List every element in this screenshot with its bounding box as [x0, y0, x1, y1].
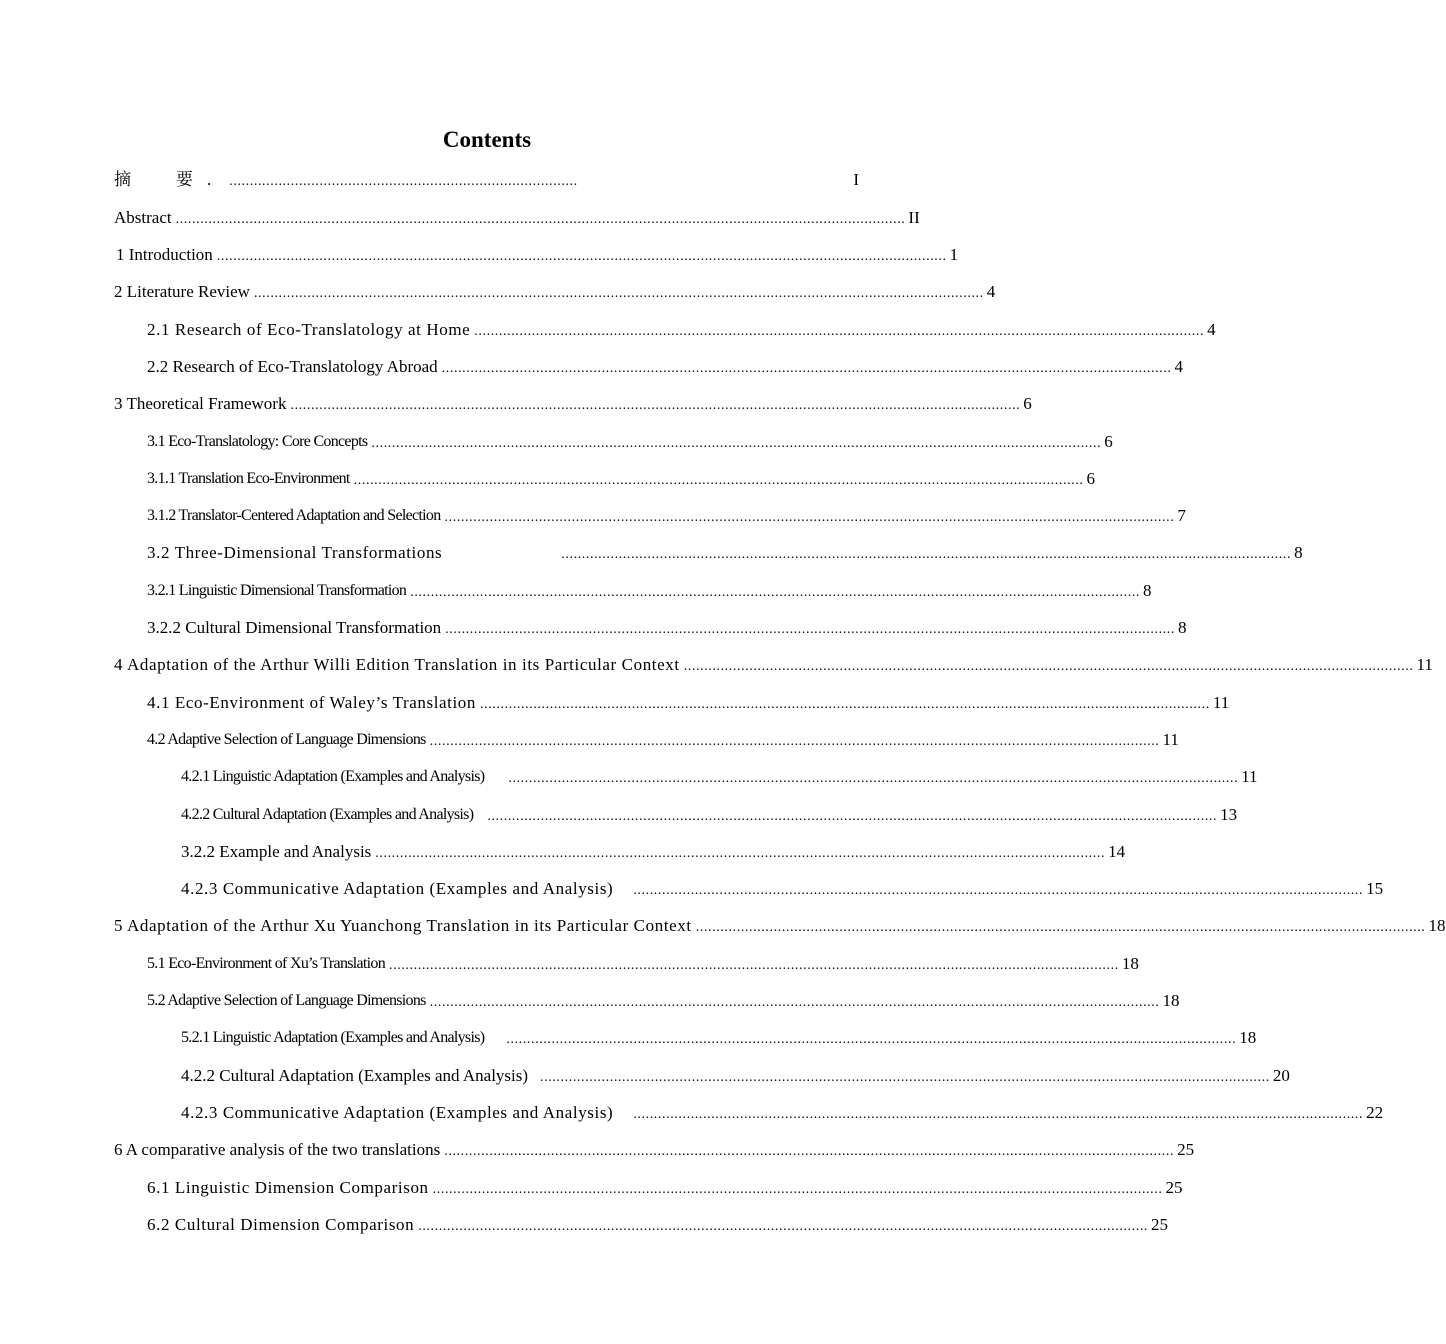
toc-page-number: 25	[1151, 1215, 1169, 1234]
dot-leader: ..................................................................................................................................................................................	[253, 286, 984, 301]
toc-entry-adaptive-selection-4[interactable]	[147, 729, 1179, 751]
toc-entry-chapter-5[interactable]	[114, 915, 1446, 937]
toc-page-number: 4	[986, 282, 996, 301]
dot-leader: ..................................................................................................................................................................................	[429, 734, 1160, 749]
dot-leader: ..................................................................................................................................................................................	[216, 249, 947, 264]
toc-entry-label: 5.2.1 Linguistic Adaptation (Examples and Analysis)	[181, 1029, 485, 1046]
toc-entry-research-home[interactable]	[147, 319, 1216, 341]
toc-page-number: 7	[1177, 506, 1186, 525]
toc-entry-label: 1 Introduction	[116, 245, 213, 264]
dot-leader: ..................................................................................................................................................................................	[429, 995, 1160, 1010]
toc-page-number: 13	[1220, 805, 1238, 824]
toc-page-number: 4	[1174, 357, 1183, 376]
toc-page-number: 18	[1239, 1028, 1257, 1047]
toc-entry-label: 摘 要.	[114, 170, 226, 189]
toc-page-number: 4	[1207, 320, 1216, 339]
dot-leader: ..................................................................................................................................................................................	[375, 846, 1106, 861]
toc-entry-communicative-adaptation-5[interactable]	[181, 1102, 1384, 1124]
toc-page-number: I	[853, 170, 859, 189]
toc-entry-linguistic-adaptation-4[interactable]	[181, 766, 1258, 788]
dot-leader: ..................................................................................................................................................................................	[389, 958, 1119, 973]
toc-entry-label: 6.1 Linguistic Dimension Comparison	[147, 1178, 429, 1197]
toc-entry-chapter-4[interactable]	[114, 654, 1433, 676]
dot-leader: ..................................................................................................................................................................................	[418, 1219, 1149, 1234]
dot-leader: ..................................................................................................................................................................................	[633, 1107, 1364, 1122]
dot-leader: ..................................................................................................................................................................................	[353, 473, 1084, 488]
toc-entry-communicative-adaptation-4[interactable]	[181, 878, 1384, 900]
toc-entry-waley-environment[interactable]	[147, 692, 1230, 714]
toc-entry-label: 5.2 Adaptive Selection of Language Dimensions	[147, 992, 426, 1009]
dot-leader: ..................................................................................................................................................................................	[695, 920, 1426, 935]
toc-entry-label: 4.2.1 Linguistic Adaptation (Examples and Analysis)	[181, 768, 485, 785]
dot-leader: ..................................................................................................................................................................................	[290, 398, 1021, 413]
toc-entry-cultural-transformation[interactable]	[147, 617, 1187, 639]
toc-page-number: 22	[1366, 1103, 1384, 1122]
toc-entry-label: 3 Theoretical Framework	[114, 394, 287, 413]
toc-entry-label: 4.2.3 Communicative Adaptation (Examples and Analysis)	[181, 879, 614, 898]
toc-entry-literature-review[interactable]	[114, 281, 996, 303]
toc-page-number: 15	[1366, 879, 1384, 898]
toc-entry-label: 3.2 Three-Dimensional Transformations	[147, 543, 443, 562]
toc-entry-linguistic-transformation[interactable]	[147, 580, 1152, 602]
toc-entry-label: 3.1.1 Translation Eco-Environment	[147, 470, 350, 487]
toc-entry-label: Abstract	[114, 208, 172, 227]
toc-entry-example-analysis[interactable]	[181, 841, 1126, 863]
toc-entry-label: 3.1.2 Translator-Centered Adaptation and Selection	[147, 507, 441, 524]
toc-page-number: 8	[1178, 618, 1187, 637]
toc-page-number: 25	[1165, 1178, 1183, 1197]
toc-entry-label: 5.1 Eco-Environment of Xu’s Translation	[147, 955, 386, 972]
toc-entry-introduction[interactable]	[116, 244, 959, 266]
toc-entry-cultural-adaptation-4[interactable]	[181, 804, 1238, 826]
toc-page-number: 6	[1104, 432, 1113, 451]
toc-entry-label: 2 Literature Review	[114, 282, 250, 301]
toc-entry-three-dimensional[interactable]	[147, 542, 1303, 564]
toc-entry-label: 3.2.2 Cultural Dimensional Transformation	[147, 618, 442, 637]
toc-entry-core-concepts[interactable]	[147, 431, 1113, 453]
toc-page-number: 18	[1428, 916, 1446, 935]
toc-entry-cultural-comparison[interactable]	[147, 1214, 1169, 1236]
toc-page-number: II	[908, 208, 920, 227]
toc-entry-label: 4.1 Eco-Environment of Waley’s Translation	[147, 693, 477, 712]
toc-entry-label: 6 A comparative analysis of the two translations	[114, 1140, 441, 1159]
toc-page-number: 11	[1416, 655, 1433, 674]
toc-entry-label: 2.1 Research of Eco-Translatology at Home	[147, 320, 471, 339]
toc-entry-label: 3.2.1 Linguistic Dimensional Transformation	[147, 582, 407, 599]
dot-leader: ..................................................................................................................................................................................	[540, 1070, 1270, 1085]
toc-page-number: 14	[1108, 842, 1126, 861]
dot-leader: ..................................................................................................................................................................................	[474, 324, 1205, 339]
toc-page-number: 20	[1272, 1066, 1290, 1085]
toc-page-number: 11	[1212, 693, 1230, 712]
toc-entry-chapter-6[interactable]	[114, 1139, 1195, 1161]
dot-leader: ..................................................................................................................................................................................	[444, 510, 1175, 525]
toc-entry-label: 2.2 Research of Eco-Translatology Abroad	[147, 357, 438, 376]
toc-entry-label: 3.2.2 Example and Analysis	[181, 842, 372, 861]
toc-entry-label: 4 Adaptation of the Arthur Willi Edition Translation in its Particular Context	[114, 655, 680, 674]
dot-leader: .....................................................................................	[229, 174, 578, 189]
dot-leader: ..................................................................................................................................................................................	[432, 1182, 1163, 1197]
toc-entry-label: 3.1 Eco-Translatology: Core Concepts	[147, 433, 368, 450]
toc-entry-linguistic-comparison[interactable]	[147, 1177, 1183, 1199]
toc-entry-label: 4.2.3 Communicative Adaptation (Examples and Analysis)	[181, 1103, 614, 1122]
toc-page-number: 18	[1162, 991, 1180, 1010]
dot-leader: ..................................................................................................................................................................................	[633, 883, 1364, 898]
toc-entry-label: 4.2 Adaptive Selection of Language Dimensions	[147, 731, 426, 748]
toc-entry-abstract-chinese[interactable]	[114, 169, 859, 191]
dot-leader: ..................................................................................................................................................................................	[371, 436, 1102, 451]
dot-leader: ..................................................................................................................................................................................	[683, 659, 1414, 674]
dot-leader: ..................................................................................................................................................................................	[506, 1032, 1237, 1047]
toc-page-number: 25	[1177, 1140, 1195, 1159]
toc-page-number: 1	[949, 245, 959, 264]
toc-entry-xu-environment[interactable]	[147, 953, 1139, 975]
toc-page-number: 8	[1143, 581, 1152, 600]
toc-page-number: 11	[1241, 767, 1258, 786]
toc-entry-linguistic-adaptation-5[interactable]	[181, 1027, 1257, 1049]
toc-entry-cultural-adaptation-5[interactable]	[181, 1065, 1290, 1087]
toc-page-number: 6	[1023, 394, 1032, 413]
toc-page-number: 18	[1121, 954, 1139, 973]
toc-entry-label: 4.2.2 Cultural Adaptation (Examples and Analysis)	[181, 806, 474, 823]
toc-entry-label: 4.2.2 Cultural Adaptation (Examples and Analysis)	[181, 1066, 529, 1085]
dot-leader: ..................................................................................................................................................................................	[175, 212, 906, 227]
dot-leader: ..................................................................................................................................................................................	[480, 697, 1210, 712]
dot-leader: ..................................................................................................................................................................................	[441, 361, 1172, 376]
dot-leader: ..................................................................................................................................................................................	[487, 809, 1218, 824]
toc-page-number: 11	[1162, 730, 1179, 749]
toc-entry-label: 5 Adaptation of the Arthur Xu Yuanchong Translation in its Particular Context	[114, 916, 692, 935]
toc-entry-adaptive-selection-5[interactable]	[147, 990, 1180, 1012]
toc-entry-translator-centered[interactable]	[147, 505, 1186, 527]
dot-leader: ..................................................................................................................................................................................	[444, 1144, 1175, 1159]
dot-leader: ..................................................................................................................................................................................	[410, 585, 1141, 600]
dot-leader: ..................................................................................................................................................................................	[508, 771, 1239, 786]
toc-entry-eco-environment[interactable]	[147, 468, 1095, 490]
dot-leader: ..................................................................................................................................................................................	[445, 622, 1175, 637]
toc-entry-abstract[interactable]	[114, 207, 920, 229]
toc-entry-label: 6.2 Cultural Dimension Comparison	[147, 1215, 415, 1234]
page-title: Contents	[442, 127, 532, 152]
toc-page-number: 8	[1294, 543, 1303, 562]
dot-leader: ..................................................................................................................................................................................	[561, 547, 1292, 562]
toc-entry-research-abroad[interactable]	[147, 356, 1183, 378]
toc-page-number: 6	[1086, 469, 1095, 488]
toc-entry-theoretical-framework[interactable]	[114, 393, 1032, 415]
